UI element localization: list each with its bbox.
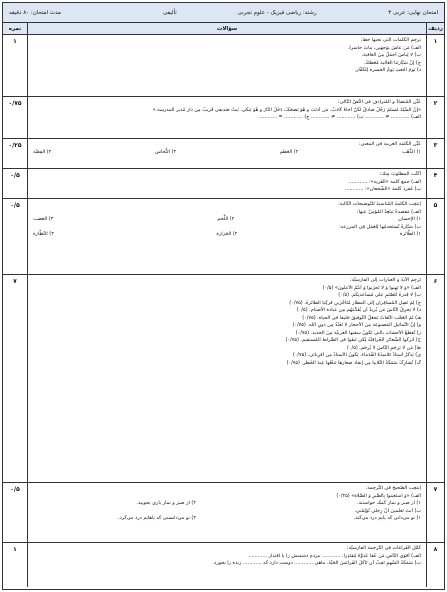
question-row [3, 35, 444, 97]
choice-text: ۲) تو می‌دانستی که پاهایم درد می‌کرد. [118, 515, 196, 521]
question-line: عَیِّن المُتضادّ و المُترادف فی النّصّ التّالی: [337, 99, 421, 105]
question-line: الف) ............ ≠ ............ ب) ............ ≠ ............ ج) ............ = ............ [258, 114, 421, 120]
translation-choice [33, 508, 421, 516]
exam-duration: مدت امتحان: ۸۰ دقیقه [9, 9, 61, 16]
choice-text: ۱) تو می‌دانی که پایم درد می‌کند. [353, 515, 421, 521]
question-body [27, 139, 426, 168]
question-body [27, 275, 426, 482]
question-line: ح) أترکوا الشّعائر الخُرافیّةَ لِکَي تَبقَوا فی الصِّراط المُستقیم. (۰/۷۵) [285, 337, 421, 343]
question-body [27, 543, 426, 587]
question-line: الف) «وَ لا تَهِنوا وَ لا تَحزَنوا وَ أنتُمُ الأعلَونَ» (۰/۵) [322, 284, 421, 291]
question-line: ب) لا قُدرةَ للصّنَمِ علی مُساعدتِکُم. (۰/۵) [338, 292, 421, 298]
choice-text: ۲) از صبر و نماز یاری بجویید. [136, 500, 196, 506]
question-line: ی) یَذکُرُ أُستاذُ تَلامیذَهُ القُدَماء، یَکونُ الأُستاذُ مِن أقرِبائی. (۰/۷۵) [292, 352, 421, 358]
question-row [3, 97, 444, 139]
question-body [27, 199, 426, 274]
exam-type: تألیفی [162, 9, 177, 16]
question-line: الف) مَقصدةٌ یَبتَعِدُ المُؤمنُ عنها: [356, 208, 421, 215]
translation-choice [33, 515, 421, 523]
question-line: د) لا یَحرِقُ النّاسَ مَن یُریدُ أن یُقَدِّمَهُم مِن عبادة الأصنام. (۰/۵) [296, 307, 421, 313]
answer-option: ۱) الإحسان [398, 216, 421, 222]
exam-header [3, 3, 444, 23]
choice-text [33, 508, 196, 516]
question-score: ۰/۵ [10, 172, 20, 179]
question-line: الف) مَن عاشَ بوَجهَین، ماتَ خاسراً. [347, 44, 421, 51]
question-number: ۴ [426, 169, 444, 198]
question-row [3, 169, 444, 199]
question-number: ۸ [426, 543, 444, 587]
question-row [3, 139, 444, 169]
answer-option: ۴) الفِضّة [33, 148, 52, 155]
question-score: ۱ [13, 38, 17, 45]
question-score: ۷ [13, 278, 17, 285]
question-line: ج) لِمَ تَصِل المُسافِران إلی المطار مُتَأخِّرَینِ فرکِبا الطّائرةَ. (۰/۷۵) [289, 299, 421, 306]
answer-option: ۲) الجَزارة [216, 231, 238, 237]
question-row [3, 275, 444, 483]
question-line: ب) مُفرد کلمة «الشُّجعان»: ............ [344, 186, 421, 192]
answer-options [33, 149, 421, 157]
answer-option: ۲) اللَّحم [217, 216, 235, 222]
question-line: ترجِم الکلمات الّتی تحتها خطٌّ: [360, 37, 421, 43]
question-body [27, 169, 426, 198]
question-line: ب) لا لِباسَ أجمَلُ مِنَ العافیة. [361, 52, 421, 58]
question-line: «إنّ السّیّدَ مُسلمَ رَجُلٌ صادقٌ لکنّ أخاهُ کاذبٌ. مَن أذنَبَ و هُوَ یَضحَکُ، دَخَلَ النّارَ و هُوَ یَبکی. بَیتُ صَدیقی قَریبٌ مِن دار مُدیر المدرسة.» [152, 106, 421, 113]
question-line: د) یَومَ البَعثِ یَومُ الحسرة لِلکُفّار. [354, 67, 421, 73]
question-line: اِنتخِب الصّحیحَ فی التّرجمة: [365, 485, 421, 491]
question-line: ک) تُشارِکُ سَمَکةُ التّلاپیا مِن إنقاذ صغارها تَبلَعُها عِندَ الخَطَر. (۰/۷۵) [286, 359, 421, 366]
choice-text [33, 493, 196, 501]
question-line: ج) إنّ سَیّارتَنا الغالیة مُعَطَّلةٌ. [363, 59, 421, 66]
question-number: ۳ [426, 139, 444, 168]
question-line: الف) جمع کلمة «القَرية»: ............ [348, 178, 421, 185]
question-score: ۰/۲۵ [8, 142, 22, 149]
question-body [27, 35, 426, 96]
column-questions: سؤالات [27, 23, 426, 34]
question-line: أُکتُب المطلوبَ مِنك: [379, 171, 421, 177]
exam-field: رشته: ریاضی فیزیک - علوم تجربی [237, 9, 317, 16]
column-score: نمره [8, 25, 22, 32]
answer-option: ۳) النّظّارة [33, 231, 54, 237]
choice-text: ۱) از صبر و نماز کمک خواستند. [357, 500, 421, 506]
question-number: ۵ [426, 199, 444, 274]
question-line: ب) سَمَکةُ السَّهمِ تَحِبُّ أن تَأکُلَ الفَرائسَ الحَیّةَ. ماهی ............ دوست دارد که ............ زنده را بخورد. [212, 560, 421, 566]
question-row [3, 483, 444, 543]
answer-option: ۳) النُّحاس [155, 148, 177, 155]
answer-option: ۳) الغضب [33, 216, 54, 222]
translation-choice [33, 500, 421, 508]
translation-choice [33, 493, 421, 501]
answer-options [33, 216, 421, 224]
question-body [27, 483, 426, 542]
question-line: و) إنّ التّماثیل المَصنوعة مِنَ الأحجار لا تَعبُدُ مِن دونِ الله. (۰/۷۵) [292, 322, 421, 328]
question-line: کَمِّل الفَراغات فی التّرجمة الفارسیّة: [346, 545, 421, 551]
answer-options [33, 231, 421, 239]
question-row [3, 199, 444, 275]
question-line: ب) سَیّارةٌ تُستَخدمُها لِلعَمَل فِی المزرعة: [339, 223, 421, 230]
question-body [27, 97, 426, 138]
question-number: ۱ [426, 35, 444, 96]
question-score: ۰/۵ [10, 202, 20, 209]
question-number: ۲ [426, 97, 444, 138]
column-row-number: ردیف [426, 23, 444, 34]
answer-option: ۱) الطّائرة [399, 231, 421, 237]
question-line: ط) مَن لا یَرحَمِ النّاسَ لا یُرحَم. (۰/۵) [347, 344, 421, 351]
question-line: الف) أقوَی النّاسِ مَن عَفا عَدوَّهُ مُقتَدِراً. ............ مردم دشمنش را با اقتدار ............ [248, 552, 421, 559]
question-line: عَیِّن الکلمة الغریبة فی المعنی: [359, 141, 421, 147]
exam-title: امتحان نهایی: عربی ۳ [388, 9, 438, 16]
question-row [3, 543, 444, 587]
answer-option: ۲) العَظم [279, 148, 299, 155]
question-score: ۰/۵ [10, 486, 20, 493]
question-rows [3, 35, 444, 587]
exam-sheet [2, 2, 445, 590]
question-number: ۶ [426, 275, 444, 482]
answer-option: ۱) الذَّهَب [402, 148, 421, 155]
question-line: هـ) لَمَ أتَعَجَّب النُّعاتُ یَجعَلُ التّوفیقَ حَلیفاً فی الحیاة. (۰/۷۵) [302, 314, 421, 321]
question-score: ۱ [13, 546, 17, 553]
question-line: تَرجِم الآیةَ و العبارات إلی الفارسیّة: [349, 277, 421, 283]
question-line: اِنتخِب الکلمةَ المُناسبةَ للتّوضیحات التّالیة: [338, 201, 421, 207]
question-line: ز) تُقطَعُ الأخشابَ بالّتی تَکونُ سقتها الغربیّة مِنَ الحدید. (۰/۷۵) [295, 329, 421, 336]
choice-text: ب) أنتَ تَعلَمينَ أنّ رِجلي تُؤلِمُني. [354, 507, 421, 514]
choice-text: الف) «وَ استَعینوا بِالصَّبرِ وَ الصَّلاةِ» (۰/۲۵) [336, 492, 421, 499]
question-score: ۰/۷۵ [8, 100, 22, 107]
column-headers [3, 23, 444, 35]
question-number: ۷ [426, 483, 444, 542]
